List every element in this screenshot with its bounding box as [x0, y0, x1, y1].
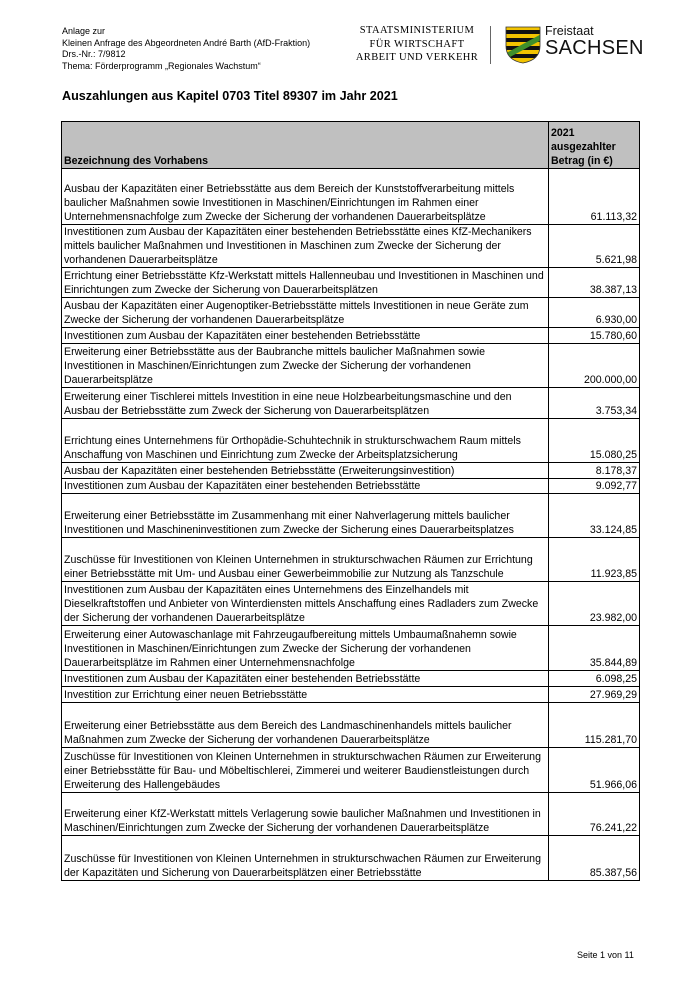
row-description: Investitionen zum Ausbau der Kapazitäten einer bestehenden Betriebsstätte	[62, 671, 549, 687]
table-row	[62, 494, 640, 538]
table-row	[62, 298, 640, 328]
row-amount: 8.178,37	[549, 463, 640, 479]
row-amount: 15.080,25	[549, 419, 640, 463]
table-row	[62, 687, 640, 703]
table-row	[62, 479, 640, 494]
table-row	[62, 538, 640, 582]
row-amount: 6.098,25	[549, 671, 640, 687]
col-header-amount: 2021 ausgezahlter Betrag (in €)	[549, 122, 640, 169]
row-description: Zuschüsse für Investitionen von Kleinen Unternehmen in strukturschwachen Räumen zur Erweiterung einer Betriebsstätte für Bau- und Möbeltischlerei, Zimmerei und weiterer Baudienstleistungen durch Erweiterung des Hallengebäudes	[62, 748, 549, 793]
row-amount: 115.281,70	[549, 703, 640, 748]
row-amount: 5.621,98	[549, 225, 640, 268]
row-description: Erweiterung einer Autowaschanlage mit Fahrzeugaufbereitung mittels Umbaumaßnahemn sowie Investitionen in Maschinen/Einrichtungen zum Zwecke der Sicherung der vorhandenen Dauerarbeitsplätze im Rahmen einer Unternehmensnachfolge	[62, 626, 549, 671]
row-amount: 9.092,77	[549, 479, 640, 494]
document-meta	[62, 26, 310, 72]
table-row	[62, 626, 640, 671]
table-row	[62, 169, 640, 225]
row-description: Erweiterung einer Tischlerei mittels Investition in eine neue Holzbearbeitungsmaschine und den Ausbau der Betriebsstätte zum Zweck der Sicherung von Dauerarbeitsplätzen	[62, 388, 549, 419]
row-description: Investitionen zum Ausbau der Kapazitäten eines Unternehmens des Einzelhandels mit Dieselkraftstoffen und Anbieter von Winterdiensten mittels Anschaffung eines Radladers zum Zwecke der Sicherung der vorhandenen Dauerarbeitsplätze	[62, 582, 549, 626]
row-description: Investitionen zum Ausbau der Kapazitäten einer bestehenden Betriebsstätte	[62, 479, 549, 494]
table-header-row	[62, 122, 640, 169]
row-amount: 200.000,00	[549, 344, 640, 388]
row-amount: 51.966,06	[549, 748, 640, 793]
row-amount: 38.387,13	[549, 268, 640, 298]
row-amount: 3.753,34	[549, 388, 640, 419]
row-description: Erweiterung einer Betriebsstätte im Zusammenhang mit einer Nahverlagerung mittels baulicher Investitionen und Maschineninvestitionen zum Zwecke der Sicherung eines Dauerarbeitsplatzes	[62, 494, 549, 538]
row-description: Investitionen zum Ausbau der Kapazitäten einer bestehenden Betriebsstätte eines KfZ-Mechanikers mittels baulicher Maßnahmen und Investitionen in Maschinen zum Zwecke der Sicherung der vorhandenen Dauerarbeitsplätze	[62, 225, 549, 268]
table-row	[62, 268, 640, 298]
table-row	[62, 388, 640, 419]
meta-line: Kleinen Anfrage des Abgeordneten André Barth (AfD-Fraktion)	[62, 37, 311, 48]
col-header-description: Bezeichnung des Vorhabens	[62, 122, 549, 169]
page-title: Auszahlungen aus Kapitel 0703 Titel 89307 im Jahr 2021	[62, 89, 398, 103]
row-description: Zuschüsse für Investitionen von Kleinen Unternehmen in strukturschwachen Räumen zur Errichtung einer Betriebsstätte mit Um- und Ausbau einer Gewerbeimmobilie zur Nutzung als Tanzschule	[62, 538, 549, 582]
saxony-shield-icon	[505, 26, 541, 64]
row-description: Investitionen zum Ausbau der Kapazitäten einer bestehenden Betriebsstätte	[62, 328, 549, 344]
row-description: Zuschüsse für Investitionen von Kleinen Unternehmen in strukturschwachen Räumen zur Erweiterung der Kapazitäten und Sicherung von Dauerarbeitsplätzen einer Betriebsstätte	[62, 836, 549, 881]
row-amount: 6.930,00	[549, 298, 640, 328]
table-row	[62, 344, 640, 388]
table-row	[62, 793, 640, 836]
row-amount: 15.780,60	[549, 328, 640, 344]
row-description: Erweiterung einer KfZ-Werkstatt mittels Verlagerung sowie baulicher Maßnahmen und Investitionen in Maschinen/Einrichtungen zum Zwecke der Sicherung der vorhandenen Dauerarbeitsplätze	[62, 793, 549, 836]
table-row	[62, 328, 640, 344]
ministry-line: FÜR WIRTSCHAFT	[369, 38, 465, 50]
logo-divider	[490, 26, 491, 64]
table-row	[62, 463, 640, 479]
row-amount: 11.923,85	[549, 538, 640, 582]
row-amount: 23.982,00	[549, 582, 640, 626]
meta-line: Drs.-Nr.: 7/9812	[62, 49, 126, 60]
table-row	[62, 748, 640, 793]
ministry-logo	[352, 24, 482, 65]
row-description: Ausbau der Kapazitäten einer bestehenden Betriebsstätte (Erweiterungsinvestition)	[62, 463, 549, 479]
meta-line: Anlage zur	[62, 26, 106, 36]
row-amount: 76.241,22	[549, 793, 640, 836]
ministry-line: ARBEIT UND VERKEHR	[355, 52, 479, 63]
row-amount: 35.844,89	[549, 626, 640, 671]
meta-line: Thema: Förderprogramm „Regionales Wachstum“	[62, 60, 261, 71]
ministry-line: STAATSMINISTERIUM	[359, 25, 475, 36]
row-description: Errichtung einer Betriebsstätte Kfz-Werkstatt mittels Hallenneubau und Investitionen in Maschinen und Einrichtungen zum Zwecke der Sicherung von Dauerarbeitsplätzen	[62, 268, 549, 298]
row-description: Ausbau der Kapazitäten einer Augenoptiker-Betriebsstätte mittels Investitionen in neue Geräte zum Zwecke der Sicherung der vorhandenen Dauerarbeitsplätze	[62, 298, 549, 328]
table-row	[62, 419, 640, 463]
table-row	[62, 836, 640, 881]
row-description: Errichtung eines Unternehmens für Orthopädie-Schuhtechnik in strukturschwachem Raum mittels Anschaffung von Maschinen und Einrichtung zum Zwecke der Arbeitsplatzsicherung	[62, 419, 549, 463]
row-amount: 85.387,56	[549, 836, 640, 881]
row-description: Erweiterung einer Betriebsstätte aus dem Bereich des Landmaschinenhandels mittels baulicher Maßnahmen zum Zwecke der Sicherung der vorhandenen Dauerarbeitsplätze	[62, 703, 549, 748]
payments-table	[61, 121, 640, 881]
row-description: Erweiterung einer Betriebsstätte aus der Baubranche mittels baulicher Maßnahmen sowie Investitionen in Maschinen/Einrichtungen zum Zwecke der Sicherung der vorhandenen Dauerarbeitsplätze	[62, 344, 549, 388]
brand-line-2: SACHSEN	[545, 37, 644, 59]
table-row	[62, 703, 640, 748]
row-description: Ausbau der Kapazitäten einer Betriebsstätte aus dem Bereich der Kunststoffverarbeitung mittels baulicher Maßnahmen sowie Investitionen in Maschinen/Einrichtungen im Rahmen einer Unternehmensnachfolge zum Zwecke der Sicherung der vorhandenen Dauerarbeitsplätze	[62, 169, 549, 225]
row-amount: 27.969,29	[549, 687, 640, 703]
page-number: Seite 1 von 11	[577, 950, 634, 960]
brand-logo	[545, 24, 644, 58]
table-row	[62, 225, 640, 268]
table-row	[62, 671, 640, 687]
row-amount: 61.113,32	[549, 169, 640, 225]
brand-line-1: Freistaat	[545, 24, 594, 38]
table-row	[62, 582, 640, 626]
row-amount: 33.124,85	[549, 494, 640, 538]
row-description: Investition zur Errichtung einer neuen Betriebsstätte	[62, 687, 549, 703]
